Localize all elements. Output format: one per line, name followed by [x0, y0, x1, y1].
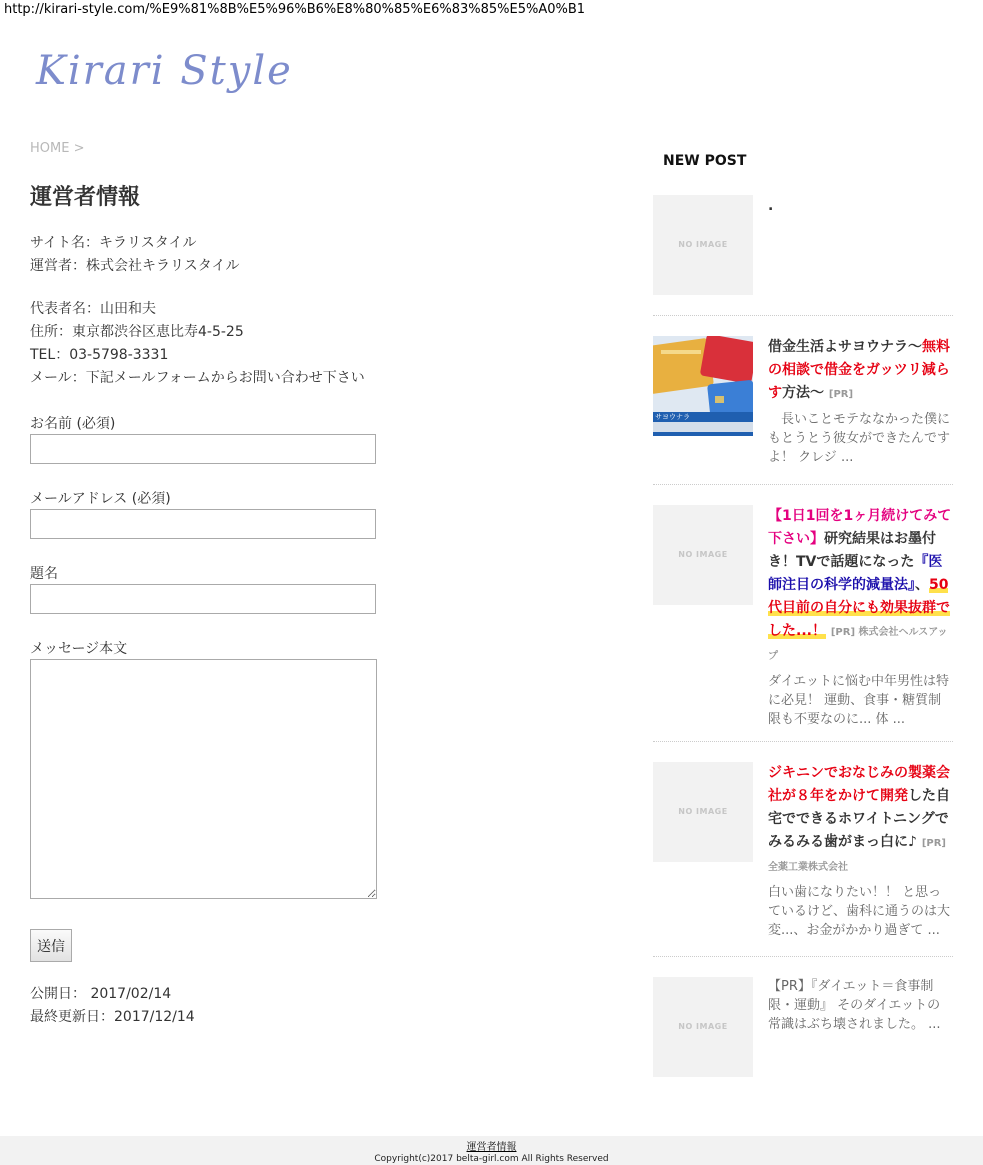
post-title[interactable]: 借金生活よサヨウナラ～無料の相談で借金をガッツリ減らす方法～ [PR] — [768, 339, 950, 401]
sidebar-title: NEW POST — [663, 153, 747, 169]
tel-line: TEL：03-5798-3331 — [30, 347, 169, 363]
updated-date: 最終更新日：2017/12/14 — [30, 1009, 195, 1025]
no-image-label: NO IMAGE — [678, 1022, 728, 1031]
thumb-caption: サヨウナラ — [655, 413, 690, 421]
sidebar-post-4[interactable] — [653, 762, 953, 942]
sidebar-post-5[interactable] — [653, 977, 953, 1077]
footer-operator-link[interactable]: 運営者情報 — [466, 1142, 517, 1153]
post-thumbnail[interactable] — [653, 505, 753, 605]
post-excerpt: 長いことモテななかった僕にもとうとう彼女ができたんですよ！ クレジ ... — [768, 412, 951, 465]
email-input[interactable] — [30, 509, 376, 539]
no-image-label: NO IMAGE — [678, 807, 728, 816]
sidebar-divider — [653, 956, 953, 957]
breadcrumb-home[interactable]: HOME > — [30, 141, 85, 156]
sidebar-divider — [653, 484, 953, 485]
sidebar-divider — [653, 315, 953, 316]
post-excerpt[interactable]: 【PR】『ダイエット＝食事制限・運動』 そのダイエットの常識はぶち壊されました。 ... — [768, 979, 941, 1032]
address-line: 住所：東京都渋谷区恵比寿4-5-25 — [30, 324, 244, 340]
post-thumbnail[interactable] — [653, 762, 753, 862]
post-excerpt: 白い歯になりたい！！ と思っているけど、歯科に通うのは大変...、お金がかかり過ぎて ... — [768, 885, 951, 938]
credit-cards-image — [653, 336, 753, 436]
post-thumbnail[interactable] — [653, 195, 753, 295]
site-logo[interactable]: Kirari Style — [36, 48, 293, 94]
no-image-label: NO IMAGE — [678, 240, 728, 249]
pr-badge: [PR] — [828, 389, 854, 400]
post-thumbnail[interactable] — [653, 977, 753, 1077]
sidebar-post-2[interactable] — [653, 336, 953, 466]
representative-line: 代表者名：山田和夫 — [30, 301, 156, 317]
mail-line: メール：下記メールフォームからお問い合わせ下さい — [30, 370, 365, 386]
pr-badge: [PR] 株式会社ヘルスアップ — [768, 627, 948, 662]
contact-info — [30, 298, 365, 390]
copyright-text: Copyright(c)2017 belta-girl.com All Rights Reserved — [374, 1154, 609, 1164]
post-title[interactable]: 【1日1回を1ヶ月続けてみて下さい】研究結果はお墨付き！TVで話題になった『医師注目の科学的減量法』、50代目前の自分にも効果抜群でした...！ [PR] 株式会社ヘルスアップ — [768, 508, 952, 662]
post-title[interactable]: ジキニンでおなじみの製薬会社が８年をかけて開発した自宅でできるホワイトニングでみるみる歯がまっ白に♪ [PR] 全薬工業株式会社 — [768, 765, 950, 873]
name-label: お名前 (必須) — [30, 416, 116, 432]
no-image-label: NO IMAGE — [678, 550, 728, 559]
date-info — [30, 983, 195, 1029]
sidebar-post-3[interactable] — [653, 505, 953, 725]
page-title: 運営者情報 — [30, 185, 141, 210]
post-title[interactable]: . — [768, 198, 774, 214]
footer — [0, 1136, 983, 1165]
name-input[interactable] — [30, 434, 376, 464]
subject-label: 題名 — [30, 566, 58, 582]
post-thumbnail[interactable] — [653, 336, 753, 436]
post-excerpt: ダイエットに悩む中年男性は特に必見！ 運動、食事・糖質制限も不要なのに... 体 ... — [768, 674, 949, 727]
pr-badge: [PR] 全薬工業株式会社 — [768, 838, 946, 873]
published-date: 公開日： 2017/02/14 — [30, 986, 172, 1002]
url-text: http://kirari-style.com/%E9%81%8B%E5%96%B6%E8%80%85%E6%83%85%E5%A0%B1 — [4, 2, 586, 17]
message-label: メッセージ本文 — [30, 641, 128, 657]
message-textarea[interactable] — [30, 659, 377, 899]
sidebar-post-1[interactable] — [653, 195, 953, 295]
sidebar-divider — [653, 741, 953, 742]
site-info — [30, 232, 239, 278]
submit-button[interactable]: 送信 — [30, 929, 72, 962]
operator-line: 運営者：株式会社キラリスタイル — [30, 258, 240, 274]
email-label: メールアドレス (必須) — [30, 491, 171, 507]
site-name-line: サイト名：キラリスタイル — [30, 235, 197, 251]
subject-input[interactable] — [30, 584, 376, 614]
